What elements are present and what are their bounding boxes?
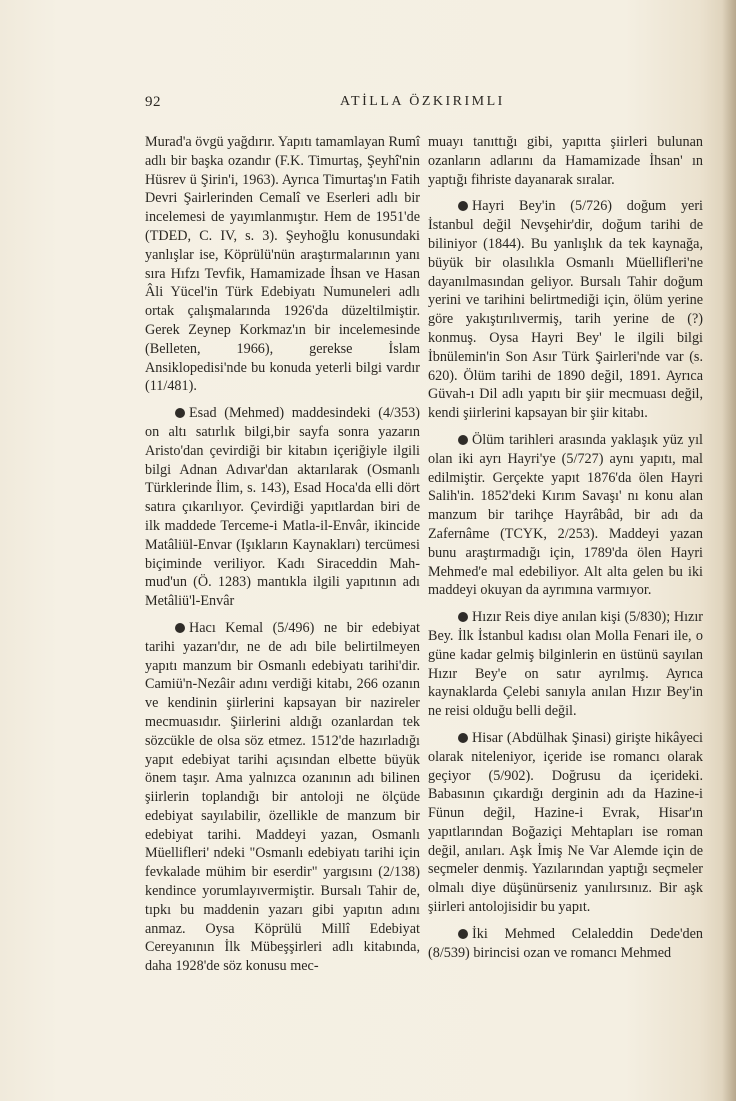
right-column [428,133,703,970]
paragraph-text: Hacı Kemal (5/496) ne bir edebiyat tarihi yazarı'dır, ne de adı bile belirtilmeyen yapıtı manzum bir Osmanlı edebiyatı tarihi'dir. Camiü'n-Nezâir adını verdiği kitabı, 266 ozanın ve kendinin şiirlerini kapsayan bir nazireler mecmuasıdır. Şiirlerini aldığı ozanlardan tek sözcükle de olsa söz etmez. 1512'de hazırladığı yapıt edebiyat tarihi açısından elbette büyük önem taşır. Ama yalnızca ozanının adı bilinen şiirlerin toplandığı bir antoloji ne ölçüde edebiyat sayılabilir, özellikle de manzum bir edebiyat tarihi. Maddeyi yazan, Osmanlı Müellifleri' ndeki "Osmanlı edebiyatı tarihi için fevkalade mühim bir eserdir" yargısını (2/138) kendince yorumlayıvermiştir. Bursalı Tahir de, tıpkı bu maddenin yazarı gibi yapıtın adını anmaz. Oysa Köprülü Millî Edebiyat Cereyanının İlk Mübeşşirleri adlı kitabında, daha 1928'de söz konusu mec- [145,619,420,975]
paragraph [428,925,703,963]
paragraph-text: Ölüm tarihleri arasında yaklaşık yüz yıl olan iki ayrı Hayri'ye (5/727) aynı yapıtı, mal edilmiştir. Gerçekte yapıt 1876'da ölen Hayri Salih'in. 1852'deki Kırım Savaşı' nı konu alan manzum bir tarihçe Hayrâbâd, bir adı da Zafernâme (TCYK, 2/253). Maddeyi yazan bunu araştırmadığı için, 1789'da ölen Hayri Mehmed'e mal edebiliyor. Alt alta gelen bu iki maddeyi okuyan da ayrımına varmıyor. [428,431,703,599]
running-head: ATİLLA ÖZKIRIMLI [340,94,505,109]
paragraph [428,431,703,600]
paragraph [428,608,703,721]
left-column [145,133,420,984]
bullet-icon [458,435,468,445]
paragraph-text: Hisar (Abdülhak Şinasi) girişte hikâyeci olarak niteleniyor, içeride ise romancı olarak geçiyor (5/902). Doğrusu da içerideki. Babasının çıkardığı derginin adı da Hazine-i Fünun değil, Hazine-i Evrak, Hisar'ın yapıtlarından Boğaziçi Mehtapları ise roman değil, anıları. Aşk İmiş Ne Var Alemde için de seçmeler denmiş. Yazılarından yaptığı seçmeler olmalı diye düşünürseniz yanılırsınız. Bir aşk şiirleri antolojisidir bu yapıt. [428,729,703,916]
paragraph-text: muayı tanıttığı gibi, yapıtta şiirleri bulunan ozanların adlarını da Hamamizade İhsan' ın yaptığı fihriste dayanarak sıralar. [428,134,703,188]
bullet-icon [458,929,468,939]
paragraph [428,133,703,189]
bullet-icon [175,623,185,633]
page-edge-shadow [722,0,736,1101]
bullet-icon [458,201,468,211]
paragraph [145,404,420,611]
bullet-icon [458,733,468,743]
paragraph-text: İki Mehmed Celaleddin Dede'den (8/539) birincisi ozan ve romancı Mehmed [428,925,703,961]
paragraph-text: Esad (Mehmed) maddesindeki (4/353) on altı satırlık bilgi,bir sayfa sonra yazarın Aristo'dan çevirdiği bir kitabın içeriğiyle ilgili bilgi Adnan Adıvar'dan aktarılarak (Osmanlı Türklerinde İlim, s. 143), Esad Hoca'da elli dört satıra çıkarılıyor. Çevirdiği yapıtlardan biri de ilk maddede Terceme-i Matla-il-Envâr, ikincide Matâliül-Envar (Işıkların Kaynakları) tercümesi biçiminde veriliyor. Kadı Siraceddin Mahmud'un (Ö. 1283) mantıkla ilgili yapıtının adı Metâliü'l-Envâr [145,405,420,610]
paragraph-text: Murad'a övgü yağdırır. Yapıtı tamamlayan Rumî adlı bir başka ozandır (F.K. Timurtaş, Şeyhî'nin Hüsrev ü Şirin'i, 1963). Ayrıca Timurtaş'ın Fatih Devri Şairlerinden Cemalî ve Eserleri adlı bir incelemesi de yayımlanmıştır. Hem de 1951'de (TDED, C. IV, s. 3). Şeyhoğlu konusundaki yanlışlar ise, Köprülü'nün araştırmalarının yanı sıra Hıfzı Tevfik, Hamamizade İhsan ve Hasan Âli Yücel'in Türk Edebiyatı Numuneleri adlı ortak çalışmalarında 1926'da düzeltilmiştir. Gerek Zeynep Korkmaz'ın bir incelemesinde (Belleten, 1966), gerekse İslam Ansiklopedisi'nde bu konuda yeterli bilgi vardır (11/481). [145,134,420,395]
paragraph [428,197,703,423]
paragraph [145,133,420,396]
paragraph-text: Hızır Reis diye anılan kişi (5/830); Hızır Bey. İlk İstanbul kadısı olan Molla Fenari ile, o güne kadar gelmiş bilginlerin en üstünü sayılan Hızır Bey'e on satır ayrılmış. Ayrıca kaynaklarda Çelebi sanıyla anılan Hızır Bey'in ne reisi olduğu belli değil. [428,609,703,720]
page-header [145,94,705,116]
paragraph-text: Hayri Bey'in (5/726) doğum yeri İstanbul değil Nevşehir'dir, doğum tarihi de biliniyor (1844). Bu yanlışlık da tek kaynağa, büyük bir olasılıkla Osmanlı Müellifleri'ne dayanılmasından geliyor. Bursalı Tahir doğum yerini ve tarihini belirtmediği için, ölüm yerine göre yakıştırılıvermiş, tarih yerine de (?) konmuş. Oysa Hayri Bey' le ilgili bilgi İbnülemin'in Son Asır Türk Şairleri'nde var (s. 620). Ölüm tarihi de 1890 değil, 1891. Ayrıca Güvah-ı Dil adlı yapıtı bir şiir mecmuası değil, kendi şiirlerini kapsayan bir şiir kitabı. [428,198,703,422]
bullet-icon [175,408,185,418]
bullet-icon [458,612,468,622]
paragraph [145,619,420,976]
page-number: 92 [145,94,161,110]
paragraph [428,729,703,917]
